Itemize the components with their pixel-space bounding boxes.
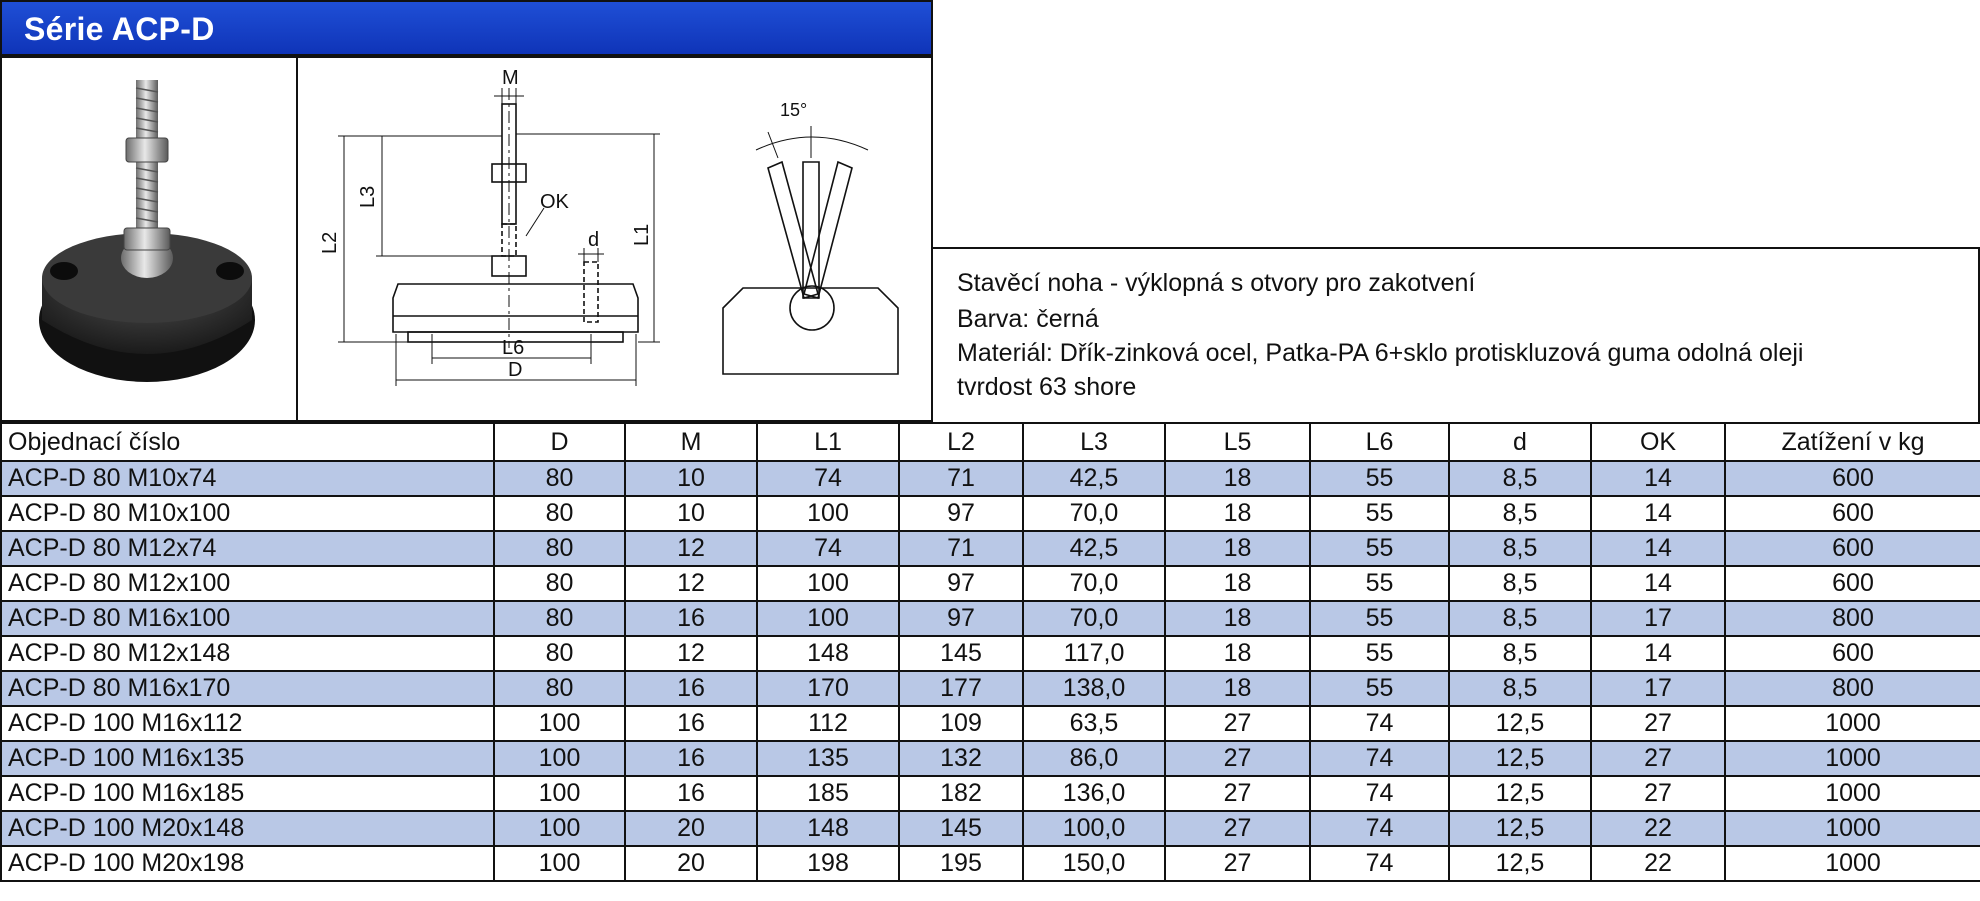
- header-l2: L2: [899, 423, 1023, 461]
- table-row: [1, 811, 1980, 846]
- cell-l2: 182: [899, 776, 1023, 811]
- description-material: Materiál: Dřík-zinková ocel, Patka-PA 6+sklo protiskluzová guma odolná oleji: [957, 339, 1804, 367]
- table-row: [1, 846, 1980, 881]
- cell-l6: 55: [1310, 531, 1449, 566]
- cell-l3: 117,0: [1023, 636, 1165, 671]
- table-row: [1, 531, 1980, 566]
- cell-l1: 74: [757, 461, 899, 496]
- cell-d-small: 8,5: [1449, 601, 1591, 636]
- table-row: [1, 706, 1980, 741]
- cell-l5: 18: [1165, 601, 1310, 636]
- specification-table: [0, 422, 1980, 882]
- cell-l2: 71: [899, 461, 1023, 496]
- header-order-number: Objednací číslo: [1, 423, 494, 461]
- product-photo: [2, 58, 296, 420]
- label-ok: OK: [540, 191, 569, 213]
- cell-m: 20: [625, 846, 757, 881]
- label-l3: L3: [357, 185, 379, 208]
- cell-l1: 100: [757, 566, 899, 601]
- table-row: [1, 601, 1980, 636]
- cell-l1: 148: [757, 636, 899, 671]
- series-title-bar: [0, 0, 933, 56]
- description-hardness: tvrdost 63 shore: [957, 373, 1137, 401]
- cell-load: 1000: [1725, 811, 1980, 846]
- cell-l5: 18: [1165, 461, 1310, 496]
- header-m: M: [625, 423, 757, 461]
- cell-l3: 150,0: [1023, 846, 1165, 881]
- cell-m: 16: [625, 776, 757, 811]
- cell-l5: 18: [1165, 671, 1310, 706]
- cell-l2: 71: [899, 531, 1023, 566]
- cell-order-number: ACP-D 80 M12x74: [1, 531, 494, 566]
- cell-order-number: ACP-D 100 M16x135: [1, 741, 494, 776]
- cell-l3: 70,0: [1023, 601, 1165, 636]
- cell-l5: 27: [1165, 706, 1310, 741]
- cell-l5: 27: [1165, 776, 1310, 811]
- cell-l5: 27: [1165, 846, 1310, 881]
- cell-d: 80: [494, 636, 625, 671]
- header-d-small: d: [1449, 423, 1591, 461]
- cell-load: 600: [1725, 566, 1980, 601]
- cell-l5: 18: [1165, 531, 1310, 566]
- cell-load: 1000: [1725, 846, 1980, 881]
- cell-d: 100: [494, 741, 625, 776]
- cell-d: 80: [494, 671, 625, 706]
- cell-d-small: 8,5: [1449, 461, 1591, 496]
- cell-l5: 18: [1165, 636, 1310, 671]
- cell-l6: 55: [1310, 496, 1449, 531]
- cell-l2: 145: [899, 636, 1023, 671]
- label-d: D: [508, 359, 523, 381]
- cell-ok: 22: [1591, 811, 1725, 846]
- cell-d: 80: [494, 566, 625, 601]
- table-row: [1, 636, 1980, 671]
- cell-l3: 63,5: [1023, 706, 1165, 741]
- cell-l6: 74: [1310, 846, 1449, 881]
- cell-d: 80: [494, 496, 625, 531]
- cell-load: 1000: [1725, 776, 1980, 811]
- cell-d-small: 12,5: [1449, 811, 1591, 846]
- label-l6: L6: [502, 337, 525, 359]
- label-l2: L2: [319, 231, 341, 254]
- cell-ok: 14: [1591, 531, 1725, 566]
- cell-l2: 145: [899, 811, 1023, 846]
- cell-l5: 27: [1165, 811, 1310, 846]
- cell-order-number: ACP-D 100 M16x112: [1, 706, 494, 741]
- cell-order-number: ACP-D 80 M16x170: [1, 671, 494, 706]
- cell-l6: 55: [1310, 636, 1449, 671]
- cell-l1: 112: [757, 706, 899, 741]
- cell-ok: 27: [1591, 741, 1725, 776]
- cell-ok: 27: [1591, 706, 1725, 741]
- cell-load: 1000: [1725, 741, 1980, 776]
- cell-m: 16: [625, 706, 757, 741]
- cell-order-number: ACP-D 100 M20x198: [1, 846, 494, 881]
- table-row: [1, 461, 1980, 496]
- technical-drawing-panel: [296, 56, 933, 422]
- cell-l2: 109: [899, 706, 1023, 741]
- table-row: [1, 566, 1980, 601]
- cell-l6: 74: [1310, 741, 1449, 776]
- cell-l3: 136,0: [1023, 776, 1165, 811]
- cell-l3: 70,0: [1023, 566, 1165, 601]
- product-photo-panel: [0, 56, 298, 422]
- cell-l3: 42,5: [1023, 531, 1165, 566]
- product-description: [931, 247, 1980, 422]
- cell-d-small: 8,5: [1449, 671, 1591, 706]
- cell-d: 100: [494, 846, 625, 881]
- technical-drawing: [298, 58, 931, 420]
- cell-l1: 170: [757, 671, 899, 706]
- cell-l1: 100: [757, 601, 899, 636]
- cell-l6: 55: [1310, 601, 1449, 636]
- cell-d: 80: [494, 461, 625, 496]
- table-header-row: [1, 423, 1980, 461]
- cell-d-small: 8,5: [1449, 496, 1591, 531]
- cell-order-number: ACP-D 100 M20x148: [1, 811, 494, 846]
- cell-ok: 14: [1591, 566, 1725, 601]
- cell-ok: 22: [1591, 846, 1725, 881]
- cell-l2: 97: [899, 496, 1023, 531]
- table-row: [1, 496, 1980, 531]
- label-m: M: [502, 67, 519, 89]
- cell-l5: 27: [1165, 741, 1310, 776]
- cell-load: 800: [1725, 671, 1980, 706]
- cell-load: 800: [1725, 601, 1980, 636]
- cell-m: 10: [625, 461, 757, 496]
- header-load: Zatížení v kg: [1725, 423, 1980, 461]
- cell-l3: 138,0: [1023, 671, 1165, 706]
- cell-l6: 74: [1310, 706, 1449, 741]
- cell-d-small: 12,5: [1449, 776, 1591, 811]
- cell-l3: 86,0: [1023, 741, 1165, 776]
- cell-l1: 135: [757, 741, 899, 776]
- cell-ok: 14: [1591, 636, 1725, 671]
- cell-m: 12: [625, 531, 757, 566]
- cell-load: 1000: [1725, 706, 1980, 741]
- cell-l1: 100: [757, 496, 899, 531]
- cell-m: 20: [625, 811, 757, 846]
- cell-order-number: ACP-D 80 M16x100: [1, 601, 494, 636]
- cell-d-small: 12,5: [1449, 741, 1591, 776]
- cell-m: 12: [625, 566, 757, 601]
- cell-l5: 18: [1165, 496, 1310, 531]
- cell-l2: 177: [899, 671, 1023, 706]
- cell-l2: 97: [899, 601, 1023, 636]
- cell-l5: 18: [1165, 566, 1310, 601]
- cell-l1: 185: [757, 776, 899, 811]
- header-ok: OK: [1591, 423, 1725, 461]
- header-l3: L3: [1023, 423, 1165, 461]
- label-d-small: d: [588, 229, 600, 251]
- cell-d-small: 8,5: [1449, 566, 1591, 601]
- cell-order-number: ACP-D 100 M16x185: [1, 776, 494, 811]
- cell-l1: 148: [757, 811, 899, 846]
- header-l1: L1: [757, 423, 899, 461]
- cell-m: 16: [625, 601, 757, 636]
- cell-l2: 132: [899, 741, 1023, 776]
- cell-d-small: 8,5: [1449, 531, 1591, 566]
- cell-d-small: 8,5: [1449, 636, 1591, 671]
- cell-d: 100: [494, 811, 625, 846]
- description-color: Barva: černá: [957, 305, 1099, 333]
- cell-m: 16: [625, 741, 757, 776]
- cell-d: 100: [494, 776, 625, 811]
- cell-l1: 198: [757, 846, 899, 881]
- cell-l2: 195: [899, 846, 1023, 881]
- cell-l2: 97: [899, 566, 1023, 601]
- cell-m: 10: [625, 496, 757, 531]
- table-row: [1, 671, 1980, 706]
- cell-d-small: 12,5: [1449, 706, 1591, 741]
- cell-l3: 70,0: [1023, 496, 1165, 531]
- cell-order-number: ACP-D 80 M12x100: [1, 566, 494, 601]
- cell-order-number: ACP-D 80 M10x74: [1, 461, 494, 496]
- cell-load: 600: [1725, 531, 1980, 566]
- cell-order-number: ACP-D 80 M10x100: [1, 496, 494, 531]
- cell-m: 12: [625, 636, 757, 671]
- cell-load: 600: [1725, 461, 1980, 496]
- label-angle: 15°: [780, 100, 808, 120]
- cell-load: 600: [1725, 636, 1980, 671]
- description-title: Stavěcí noha - výklopná s otvory pro zakotvení: [957, 269, 1476, 297]
- table-body: [1, 461, 1980, 881]
- header-l5: L5: [1165, 423, 1310, 461]
- cell-order-number: ACP-D 80 M12x148: [1, 636, 494, 671]
- cell-ok: 17: [1591, 601, 1725, 636]
- cell-ok: 27: [1591, 776, 1725, 811]
- series-title: Série ACP-D: [24, 11, 215, 47]
- cell-l3: 42,5: [1023, 461, 1165, 496]
- table-row: [1, 776, 1980, 811]
- header-l6: L6: [1310, 423, 1449, 461]
- cell-d: 80: [494, 601, 625, 636]
- cell-l6: 55: [1310, 461, 1449, 496]
- cell-d: 100: [494, 706, 625, 741]
- cell-load: 600: [1725, 496, 1980, 531]
- table-row: [1, 741, 1980, 776]
- header-d: D: [494, 423, 625, 461]
- cell-ok: 14: [1591, 496, 1725, 531]
- cell-m: 16: [625, 671, 757, 706]
- cell-l6: 55: [1310, 671, 1449, 706]
- label-l1: L1: [631, 223, 653, 246]
- cell-l6: 74: [1310, 811, 1449, 846]
- cell-d-small: 12,5: [1449, 846, 1591, 881]
- cell-l3: 100,0: [1023, 811, 1165, 846]
- cell-ok: 17: [1591, 671, 1725, 706]
- cell-d: 80: [494, 531, 625, 566]
- cell-l6: 74: [1310, 776, 1449, 811]
- cell-ok: 14: [1591, 461, 1725, 496]
- cell-l1: 74: [757, 531, 899, 566]
- cell-l6: 55: [1310, 566, 1449, 601]
